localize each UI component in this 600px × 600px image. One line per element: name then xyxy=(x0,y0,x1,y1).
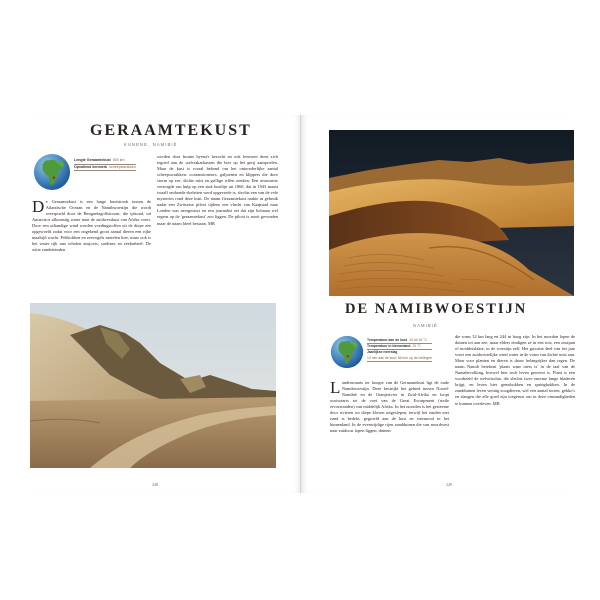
fact-row xyxy=(367,338,432,343)
fact-row xyxy=(367,356,432,361)
right-page-title: DE NAMIBWOESTIJN xyxy=(345,301,528,317)
left-page-title: GERAAMTEKUST xyxy=(90,122,252,139)
left-column-1 xyxy=(32,196,151,253)
fact-label: Temperatuur aan de kust xyxy=(367,338,408,342)
sand-dunes-image xyxy=(329,130,574,296)
left-page-subtitle: KUNENE, NAMIBIË xyxy=(124,142,178,147)
fact-label: Jaarlijkse neerslag xyxy=(367,350,398,355)
fact-value: 500 km xyxy=(112,158,125,162)
fact-row xyxy=(74,165,136,171)
coast-dunes-image xyxy=(30,303,276,468)
page-number-right: 249 xyxy=(446,482,452,487)
fact-value: 31 °C xyxy=(412,344,421,349)
left-fact-box xyxy=(33,153,136,191)
left-body-text-1: e Geraamtekust is een lange kuststrook tussen de Atlantische Oceaan en de Namibwoestijn die wordt overspoeld door de Benguelagolfstroom, die ijskoud, uit Antarctica afkomstig water naar de zuidwestkust van Afrika voert. Door een uiltandige wind worden voedingstoffen uit de diepe zee opgewoeld zodat voor een ongekend groot aantal dieren een rijke maaltijd wacht. Pelikobben en zeevogels nestelen hier, maar ook is het water rijk aan scholen ansjovis, sardines en zeebarbeel. De witte zandstranden xyxy=(32,199,151,253)
namib-dunes-photo xyxy=(329,130,574,296)
skeleton-coast-photo xyxy=(30,303,276,468)
fact-value: 10 tot 16 °C xyxy=(409,338,428,342)
book-spread xyxy=(28,115,574,493)
right-page xyxy=(301,115,574,493)
right-page-subtitle: NAMIBIË xyxy=(413,323,438,328)
page-number-left: 248 xyxy=(152,482,158,487)
globe-africa-icon xyxy=(330,335,364,369)
fact-label: Opvallend kenmerk xyxy=(74,164,108,169)
fact-value: 13 mm aan de kust; 56 mm op de hellingen xyxy=(367,355,433,360)
fact-label: Temperatuur in binnenland xyxy=(367,344,411,349)
dropcap: L xyxy=(330,377,341,397)
fact-value: scheepswrakken xyxy=(109,164,136,169)
left-facts-list xyxy=(74,158,136,171)
right-body-text-2: die soms 32 km lang en 244 m hoog zijn. In het noorden lopen de duinen tot aan zee, maar elders eindigen ze in een rots, een zoutpan of modderslakte, in de woestijn zelf. Het grootste deel van het jaar voert een zuidwestelijke wind water in de vorm van dichte mist aan. Maar voor planten en dieren is dauw belangrijker dan regen. De naam Namib betekent 'plaats waar niets is' in de taal van de Namabevolking, hoewel hier toch leven geweest is. Plant is een voorbeeld de welwitschia, die slechts twee enorme lange bladeren krijgt, en leven hier gemsbokken en springbokken. In de zandduinen leven weinig zoogdieren, wel een aantal torren, gekko's en slangen die alle goed zijn toegerust om in deze onstandigheden te kunnen overleven. MB xyxy=(455,334,575,406)
right-facts-list xyxy=(367,338,432,362)
right-column-2 xyxy=(455,334,575,407)
dropcap: D xyxy=(32,196,45,216)
right-body-text-1: andinwaarts ter hoogte van de Geraamtekust ligt de oude Namibwoestijn. Deze bestrijkt het gebied tussen Noord-Namibië en de Oranjerivier in Zuid-Afrika en loopt oostwaarts tot de voet van de Great Escarpment (steile ervoerranden) van middelijk Afrika. In het noorden is het gesteente door rivieren tot diepe kloven uitgeslepen, terwijl het zuiden met zand is bedekt, gegroefd aan de kust en steenrood in het binnenland. In de evenwijdige rijen zandduinen die van noordwest naar zuidoost lopen liggen, duinen xyxy=(330,380,449,434)
left-body-text-2: worden door bruine hyena's bezocht en ook leeuwen doen zich tegoed aan de walvrakarkassen die hier op het gerij aanspoelen. Maar de kust is rooral bekend om het ontoorderlijke aantal scheepswrakken: oceaanstormers, galjoenen en klippers die door storm op zee, dichte mist en grillige riffen zonken. Een avonturier verzorgde om hulp op een stuk kustlijn uit 1860, dat in 1943 maast twaalf ontbonde skeletten werd opgevrede is, slechts een van de vele mysteries rond deze kust. De naam Geraamtekust raakte in gebruik nadat een Zwitserse piloot tijdens een vlucht van Kaapstad naar Londen was neergestort en een journalist zei dat zijn lichaam wel ergens op de 'geraamtekust' zou liggen. De piloot is nooit gevonden maar de naam bleef bestaan. MB xyxy=(157,154,278,226)
left-column-2 xyxy=(157,154,278,227)
left-page xyxy=(28,115,301,493)
right-column-1 xyxy=(330,377,449,434)
globe-africa-icon xyxy=(33,153,71,191)
fact-label: Lengte Geraamtekust xyxy=(74,158,111,162)
right-fact-box xyxy=(330,335,432,369)
